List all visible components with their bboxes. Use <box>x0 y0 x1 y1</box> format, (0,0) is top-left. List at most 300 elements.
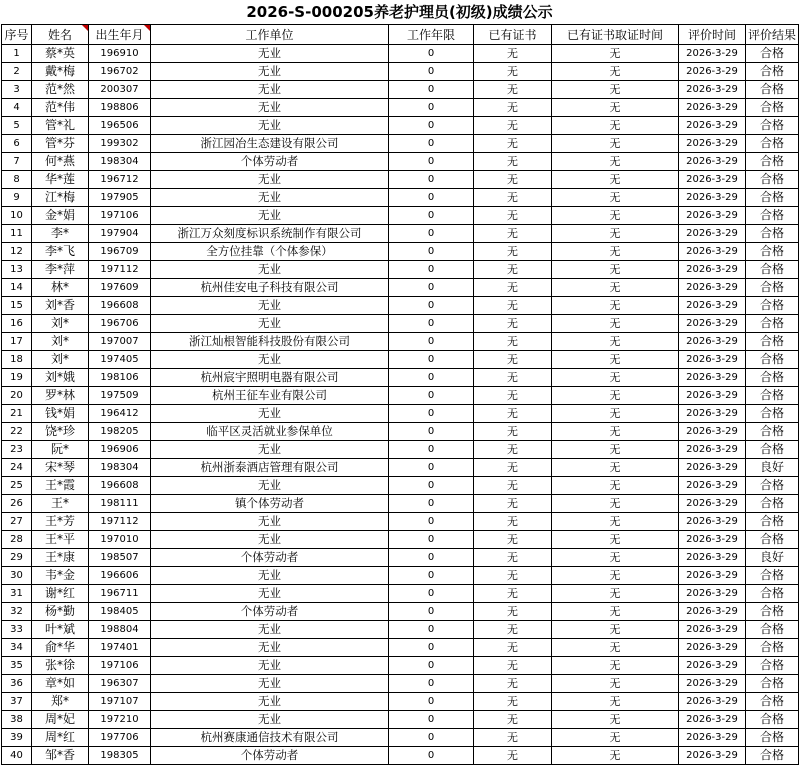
cell-cert-time: 无 <box>552 657 679 675</box>
cell-years: 0 <box>389 333 474 351</box>
table-row <box>2 225 799 243</box>
cell-cert-time: 无 <box>552 171 679 189</box>
cell-birth: 198804 <box>89 621 151 639</box>
cell-result: 合格 <box>746 333 799 351</box>
cell-seq: 28 <box>2 531 32 549</box>
table-row <box>2 279 799 297</box>
cell-cert-time: 无 <box>552 297 679 315</box>
cell-seq: 35 <box>2 657 32 675</box>
cell-unit: 无业 <box>151 639 389 657</box>
cell-years: 0 <box>389 207 474 225</box>
cell-years: 0 <box>389 369 474 387</box>
cell-unit: 无业 <box>151 297 389 315</box>
cell-birth: 196506 <box>89 117 151 135</box>
cell-eval-date: 2026-3-29 <box>679 747 746 765</box>
cell-result: 合格 <box>746 63 799 81</box>
cell-cert: 无 <box>474 153 552 171</box>
cell-unit: 个体劳动者 <box>151 549 389 567</box>
cell-years: 0 <box>389 351 474 369</box>
cell-cert: 无 <box>474 693 552 711</box>
cell-name: 叶*斌 <box>32 621 89 639</box>
cell-unit: 临平区灵活就业参保单位 <box>151 423 389 441</box>
table-row <box>2 261 799 279</box>
cell-result: 合格 <box>746 495 799 513</box>
cell-eval-date: 2026-3-29 <box>679 459 746 477</box>
cell-seq: 31 <box>2 585 32 603</box>
cell-unit: 无业 <box>151 711 389 729</box>
cell-years: 0 <box>389 423 474 441</box>
cell-years: 0 <box>389 711 474 729</box>
cell-seq: 9 <box>2 189 32 207</box>
cell-unit: 无业 <box>151 171 389 189</box>
cell-name: 周*红 <box>32 729 89 747</box>
table-row <box>2 747 799 765</box>
cell-seq: 34 <box>2 639 32 657</box>
cell-cert: 无 <box>474 711 552 729</box>
header-result: 评价结果 <box>746 25 799 45</box>
comment-marker-icon <box>144 25 150 31</box>
cell-cert: 无 <box>474 261 552 279</box>
cell-cert: 无 <box>474 99 552 117</box>
cell-cert: 无 <box>474 495 552 513</box>
cell-seq: 2 <box>2 63 32 81</box>
cell-cert: 无 <box>474 225 552 243</box>
cell-cert-time: 无 <box>552 549 679 567</box>
cell-cert-time: 无 <box>552 369 679 387</box>
cell-eval-date: 2026-3-29 <box>679 513 746 531</box>
cell-result: 合格 <box>746 693 799 711</box>
table-row <box>2 297 799 315</box>
cell-eval-date: 2026-3-29 <box>679 603 746 621</box>
cell-unit: 无业 <box>151 477 389 495</box>
header-years: 工作年限 <box>389 25 474 45</box>
cell-seq: 16 <box>2 315 32 333</box>
table-row <box>2 693 799 711</box>
cell-result: 合格 <box>746 351 799 369</box>
cell-name: 周*妃 <box>32 711 89 729</box>
cell-result: 合格 <box>746 153 799 171</box>
cell-eval-date: 2026-3-29 <box>679 441 746 459</box>
cell-unit: 无业 <box>151 99 389 117</box>
cell-name: 俞*华 <box>32 639 89 657</box>
cell-cert: 无 <box>474 729 552 747</box>
cell-cert: 无 <box>474 549 552 567</box>
table-row <box>2 333 799 351</box>
cell-unit: 无业 <box>151 81 389 99</box>
cell-result: 合格 <box>746 261 799 279</box>
cell-seq: 6 <box>2 135 32 153</box>
table-row <box>2 585 799 603</box>
cell-cert: 无 <box>474 603 552 621</box>
page-title: 2026-S-000205养老护理员(初级)成绩公示 <box>246 3 553 21</box>
cell-seq: 15 <box>2 297 32 315</box>
cell-years: 0 <box>389 135 474 153</box>
cell-unit: 浙江园冶生态建设有限公司 <box>151 135 389 153</box>
cell-years: 0 <box>389 657 474 675</box>
cell-unit: 无业 <box>151 675 389 693</box>
cell-birth: 196709 <box>89 243 151 261</box>
cell-cert-time: 无 <box>552 117 679 135</box>
cell-cert-time: 无 <box>552 63 679 81</box>
cell-years: 0 <box>389 45 474 63</box>
cell-result: 合格 <box>746 711 799 729</box>
cell-years: 0 <box>389 189 474 207</box>
cell-result: 合格 <box>746 585 799 603</box>
table-row <box>2 117 799 135</box>
cell-unit: 无业 <box>151 189 389 207</box>
cell-years: 0 <box>389 639 474 657</box>
cell-name: 韦*金 <box>32 567 89 585</box>
cell-cert-time: 无 <box>552 729 679 747</box>
cell-birth: 196606 <box>89 567 151 585</box>
cell-unit: 无业 <box>151 207 389 225</box>
cell-birth: 197112 <box>89 261 151 279</box>
table-row <box>2 405 799 423</box>
cell-cert: 无 <box>474 747 552 765</box>
cell-years: 0 <box>389 225 474 243</box>
table-row <box>2 567 799 585</box>
cell-result: 合格 <box>746 81 799 99</box>
cell-birth: 196906 <box>89 441 151 459</box>
cell-birth: 196706 <box>89 315 151 333</box>
cell-name: 范*然 <box>32 81 89 99</box>
cell-eval-date: 2026-3-29 <box>679 387 746 405</box>
table-row <box>2 423 799 441</box>
cell-seq: 13 <box>2 261 32 279</box>
cell-years: 0 <box>389 387 474 405</box>
cell-cert-time: 无 <box>552 567 679 585</box>
cell-cert-time: 无 <box>552 747 679 765</box>
cell-seq: 10 <box>2 207 32 225</box>
cell-name: 王* <box>32 495 89 513</box>
cell-cert: 无 <box>474 441 552 459</box>
cell-cert: 无 <box>474 621 552 639</box>
cell-birth: 197210 <box>89 711 151 729</box>
header-unit: 工作单位 <box>151 25 389 45</box>
cell-name: 邹*香 <box>32 747 89 765</box>
cell-result: 合格 <box>746 45 799 63</box>
cell-cert: 无 <box>474 207 552 225</box>
cell-name: 王*康 <box>32 549 89 567</box>
cell-name: 阮* <box>32 441 89 459</box>
cell-eval-date: 2026-3-29 <box>679 297 746 315</box>
cell-result: 合格 <box>746 621 799 639</box>
cell-years: 0 <box>389 405 474 423</box>
cell-cert-time: 无 <box>552 261 679 279</box>
cell-years: 0 <box>389 495 474 513</box>
cell-unit: 无业 <box>151 621 389 639</box>
cell-unit: 无业 <box>151 693 389 711</box>
cell-years: 0 <box>389 63 474 81</box>
cell-eval-date: 2026-3-29 <box>679 333 746 351</box>
cell-cert: 无 <box>474 333 552 351</box>
header-cert-time: 已有证书取证时间 <box>552 25 679 45</box>
cell-result: 合格 <box>746 225 799 243</box>
cell-cert-time: 无 <box>552 423 679 441</box>
cell-unit: 个体劳动者 <box>151 603 389 621</box>
cell-birth: 197007 <box>89 333 151 351</box>
cell-unit: 杭州赛康通信技术有限公司 <box>151 729 389 747</box>
cell-eval-date: 2026-3-29 <box>679 423 746 441</box>
table-row <box>2 639 799 657</box>
header-row <box>2 25 799 45</box>
cell-birth: 196412 <box>89 405 151 423</box>
cell-unit: 全方位挂靠（个体参保） <box>151 243 389 261</box>
cell-cert: 无 <box>474 459 552 477</box>
cell-result: 合格 <box>746 441 799 459</box>
header-name <box>32 25 89 45</box>
cell-eval-date: 2026-3-29 <box>679 639 746 657</box>
cell-birth: 198304 <box>89 153 151 171</box>
cell-result: 合格 <box>746 171 799 189</box>
cell-unit: 浙江灿根智能科技股份有限公司 <box>151 333 389 351</box>
cell-eval-date: 2026-3-29 <box>679 243 746 261</box>
header-seq: 序号 <box>2 25 32 45</box>
cell-name: 王*平 <box>32 531 89 549</box>
cell-unit: 无业 <box>151 63 389 81</box>
cell-cert-time: 无 <box>552 135 679 153</box>
cell-result: 合格 <box>746 639 799 657</box>
cell-years: 0 <box>389 81 474 99</box>
cell-name: 金*娟 <box>32 207 89 225</box>
cell-seq: 4 <box>2 99 32 117</box>
cell-cert: 无 <box>474 351 552 369</box>
cell-unit: 无业 <box>151 315 389 333</box>
table-row <box>2 729 799 747</box>
cell-name: 李* <box>32 225 89 243</box>
cell-eval-date: 2026-3-29 <box>679 693 746 711</box>
cell-name: 钱*娟 <box>32 405 89 423</box>
cell-cert-time: 无 <box>552 513 679 531</box>
cell-name: 刘* <box>32 315 89 333</box>
cell-eval-date: 2026-3-29 <box>679 261 746 279</box>
cell-years: 0 <box>389 153 474 171</box>
cell-eval-date: 2026-3-29 <box>679 657 746 675</box>
table-row <box>2 189 799 207</box>
cell-unit: 无业 <box>151 585 389 603</box>
cell-years: 0 <box>389 729 474 747</box>
cell-seq: 18 <box>2 351 32 369</box>
cell-cert: 无 <box>474 63 552 81</box>
cell-birth: 199302 <box>89 135 151 153</box>
cell-seq: 33 <box>2 621 32 639</box>
cell-eval-date: 2026-3-29 <box>679 585 746 603</box>
cell-birth: 198806 <box>89 99 151 117</box>
cell-seq: 29 <box>2 549 32 567</box>
table-body <box>2 45 799 765</box>
table-row <box>2 657 799 675</box>
cell-cert-time: 无 <box>552 243 679 261</box>
cell-cert-time: 无 <box>552 603 679 621</box>
cell-birth: 198205 <box>89 423 151 441</box>
cell-name: 杨*勤 <box>32 603 89 621</box>
cell-years: 0 <box>389 477 474 495</box>
cell-result: 合格 <box>746 657 799 675</box>
table-row <box>2 441 799 459</box>
cell-years: 0 <box>389 585 474 603</box>
cell-unit: 杭州王征车业有限公司 <box>151 387 389 405</box>
cell-cert: 无 <box>474 45 552 63</box>
cell-cert: 无 <box>474 513 552 531</box>
cell-name: 林* <box>32 279 89 297</box>
table-row <box>2 387 799 405</box>
cell-cert-time: 无 <box>552 351 679 369</box>
cell-name: 戴*梅 <box>32 63 89 81</box>
cell-name: 蔡*英 <box>32 45 89 63</box>
table-row <box>2 369 799 387</box>
cell-result: 合格 <box>746 117 799 135</box>
cell-years: 0 <box>389 99 474 117</box>
cell-unit: 杭州浙泰酒店管理有限公司 <box>151 459 389 477</box>
cell-name: 何*燕 <box>32 153 89 171</box>
cell-cert-time: 无 <box>552 207 679 225</box>
cell-years: 0 <box>389 117 474 135</box>
table-row <box>2 675 799 693</box>
cell-eval-date: 2026-3-29 <box>679 171 746 189</box>
cell-eval-date: 2026-3-29 <box>679 279 746 297</box>
cell-seq: 17 <box>2 333 32 351</box>
cell-seq: 3 <box>2 81 32 99</box>
cell-years: 0 <box>389 441 474 459</box>
cell-cert: 无 <box>474 567 552 585</box>
cell-eval-date: 2026-3-29 <box>679 369 746 387</box>
cell-result: 合格 <box>746 189 799 207</box>
cell-name: 管*礼 <box>32 117 89 135</box>
cell-eval-date: 2026-3-29 <box>679 135 746 153</box>
cell-unit: 无业 <box>151 657 389 675</box>
cell-cert: 无 <box>474 369 552 387</box>
cell-seq: 1 <box>2 45 32 63</box>
cell-birth: 196608 <box>89 297 151 315</box>
cell-eval-date: 2026-3-29 <box>679 675 746 693</box>
cell-birth: 198111 <box>89 495 151 513</box>
cell-cert-time: 无 <box>552 531 679 549</box>
cell-result: 良好 <box>746 549 799 567</box>
table-row <box>2 513 799 531</box>
cell-seq: 24 <box>2 459 32 477</box>
cell-name: 江*梅 <box>32 189 89 207</box>
cell-birth: 197609 <box>89 279 151 297</box>
cell-cert: 无 <box>474 477 552 495</box>
cell-cert: 无 <box>474 675 552 693</box>
cell-eval-date: 2026-3-29 <box>679 729 746 747</box>
cell-name: 李*萍 <box>32 261 89 279</box>
cell-birth: 198106 <box>89 369 151 387</box>
cell-birth: 197010 <box>89 531 151 549</box>
cell-years: 0 <box>389 297 474 315</box>
cell-result: 合格 <box>746 387 799 405</box>
cell-unit: 浙江万众刻度标识系统制作有限公司 <box>151 225 389 243</box>
cell-years: 0 <box>389 567 474 585</box>
cell-years: 0 <box>389 459 474 477</box>
cell-seq: 21 <box>2 405 32 423</box>
cell-birth: 196702 <box>89 63 151 81</box>
cell-result: 合格 <box>746 207 799 225</box>
cell-cert-time: 无 <box>552 621 679 639</box>
cell-eval-date: 2026-3-29 <box>679 81 746 99</box>
table-row <box>2 315 799 333</box>
header-eval-date: 评价时间 <box>679 25 746 45</box>
table-row <box>2 207 799 225</box>
score-table <box>1 24 799 765</box>
cell-unit: 个体劳动者 <box>151 747 389 765</box>
cell-name: 华*莲 <box>32 171 89 189</box>
cell-birth: 197106 <box>89 657 151 675</box>
cell-seq: 37 <box>2 693 32 711</box>
cell-birth: 196910 <box>89 45 151 63</box>
cell-seq: 30 <box>2 567 32 585</box>
cell-unit: 无业 <box>151 45 389 63</box>
cell-seq: 12 <box>2 243 32 261</box>
cell-result: 合格 <box>746 297 799 315</box>
cell-years: 0 <box>389 621 474 639</box>
cell-unit: 无业 <box>151 531 389 549</box>
cell-result: 良好 <box>746 459 799 477</box>
cell-result: 合格 <box>746 423 799 441</box>
cell-result: 合格 <box>746 729 799 747</box>
header-cert: 已有证书 <box>474 25 552 45</box>
cell-result: 合格 <box>746 315 799 333</box>
cell-seq: 20 <box>2 387 32 405</box>
cell-result: 合格 <box>746 405 799 423</box>
cell-eval-date: 2026-3-29 <box>679 495 746 513</box>
cell-birth: 196712 <box>89 171 151 189</box>
cell-years: 0 <box>389 693 474 711</box>
cell-eval-date: 2026-3-29 <box>679 63 746 81</box>
cell-eval-date: 2026-3-29 <box>679 351 746 369</box>
cell-cert-time: 无 <box>552 315 679 333</box>
cell-seq: 8 <box>2 171 32 189</box>
cell-birth: 196711 <box>89 585 151 603</box>
cell-cert: 无 <box>474 315 552 333</box>
cell-eval-date: 2026-3-29 <box>679 549 746 567</box>
cell-birth: 197905 <box>89 189 151 207</box>
cell-seq: 39 <box>2 729 32 747</box>
table-row <box>2 243 799 261</box>
cell-birth: 197405 <box>89 351 151 369</box>
cell-cert-time: 无 <box>552 153 679 171</box>
cell-unit: 无业 <box>151 405 389 423</box>
cell-result: 合格 <box>746 99 799 117</box>
table-row <box>2 549 799 567</box>
cell-result: 合格 <box>746 135 799 153</box>
table-row <box>2 63 799 81</box>
cell-cert-time: 无 <box>552 279 679 297</box>
cell-cert: 无 <box>474 531 552 549</box>
cell-cert: 无 <box>474 423 552 441</box>
cell-eval-date: 2026-3-29 <box>679 99 746 117</box>
cell-years: 0 <box>389 603 474 621</box>
cell-seq: 36 <box>2 675 32 693</box>
cell-cert-time: 无 <box>552 639 679 657</box>
table-row <box>2 603 799 621</box>
cell-eval-date: 2026-3-29 <box>679 567 746 585</box>
cell-unit: 无业 <box>151 441 389 459</box>
cell-seq: 22 <box>2 423 32 441</box>
cell-cert-time: 无 <box>552 189 679 207</box>
cell-name: 郑* <box>32 693 89 711</box>
cell-birth: 197509 <box>89 387 151 405</box>
cell-cert-time: 无 <box>552 333 679 351</box>
cell-cert-time: 无 <box>552 387 679 405</box>
cell-cert: 无 <box>474 657 552 675</box>
cell-cert-time: 无 <box>552 675 679 693</box>
cell-unit: 个体劳动者 <box>151 153 389 171</box>
cell-result: 合格 <box>746 279 799 297</box>
cell-eval-date: 2026-3-29 <box>679 621 746 639</box>
cell-name: 刘* <box>32 351 89 369</box>
cell-cert: 无 <box>474 297 552 315</box>
